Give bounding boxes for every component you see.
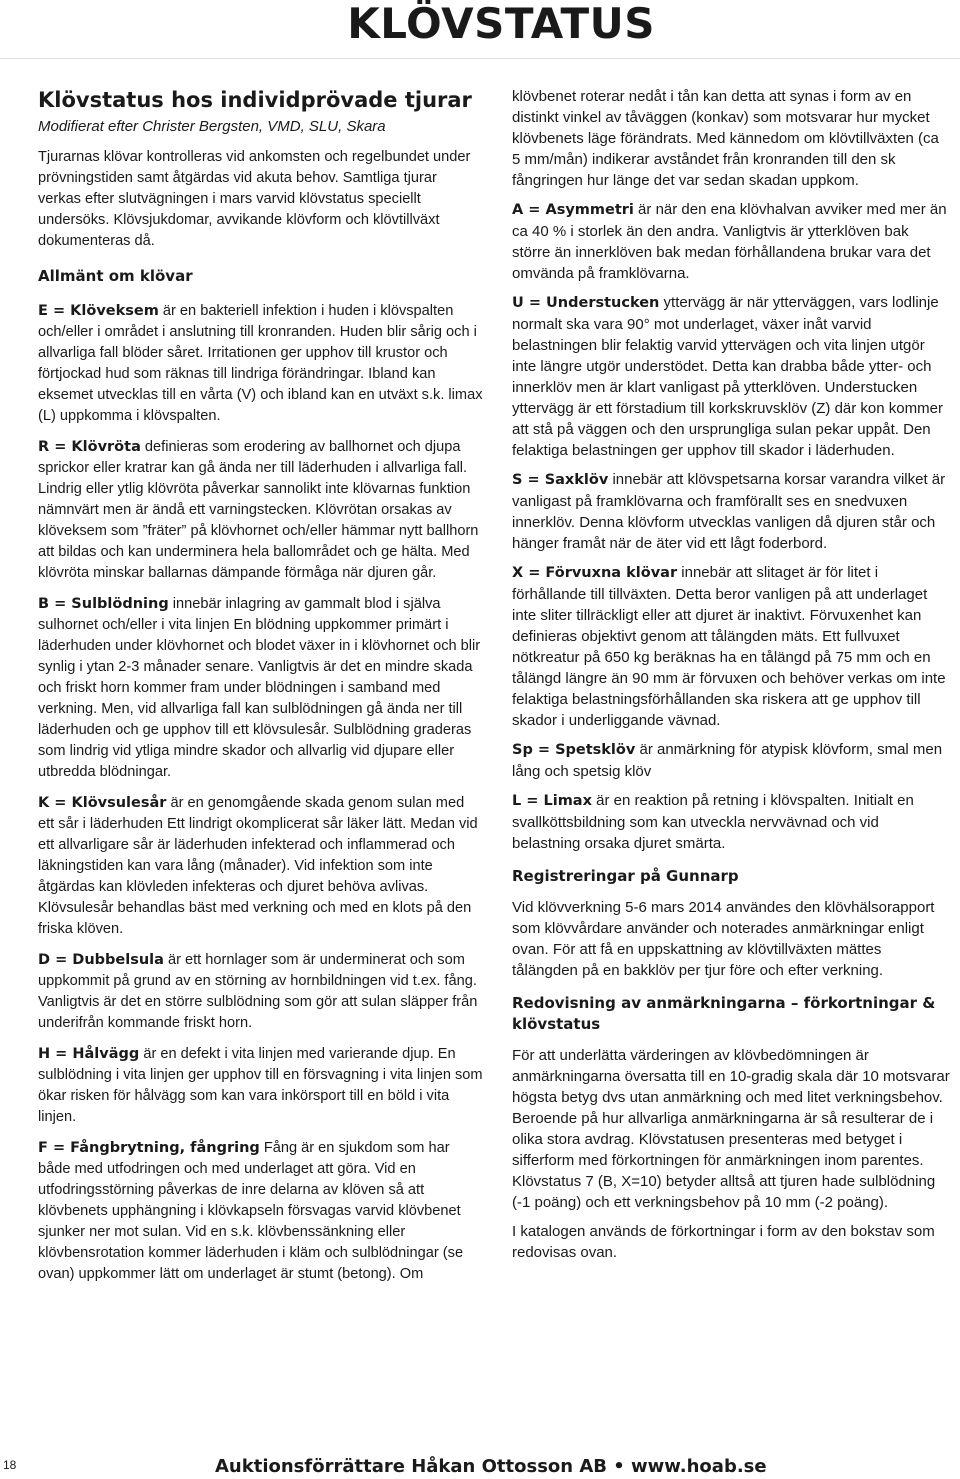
- definition-item: [38, 1138, 483, 1285]
- page-number: 18: [3, 1458, 17, 1472]
- definition-text: är en bakteriell infektion i huden i klövspalten och/eller i området i anslutning till kronranden. Huden blir sårig och i allvarliga fall blöder såret. Irritationen ger upphov till krustor och förtjockad hud som räknas till lindriga förändringar. Ibland kan eksemet utvecklas till en vårta (V) och ibland kan en utväxt s.k. limax (L) uppkomma i klövspalten.: [38, 303, 483, 424]
- definition-text: är ett hornlager som är underminerat och som uppkommit på grund av en störning av hornbildningen vid t.ex. fång. Vanligtvis är det en större sulblödning som gör att sulan släpper från underifrån kommande friskt horn.: [38, 952, 478, 1031]
- definition-item: [512, 790, 950, 854]
- definition-term: Sp = Spetsklöv: [512, 742, 636, 758]
- definition-term: E = Klöveksem: [38, 303, 159, 319]
- definition-text: är när den ena klövhalvan avviker med mer än ca 40 % i storlek än den andra. Vanligtvis är ytterklöven bak större än innerklöven bak medan förhållandena brukar vara det omvända på framklövarna.: [512, 201, 947, 282]
- definition-item: [38, 437, 483, 584]
- definition-item: [38, 301, 483, 427]
- continuation-paragraph: klövbenet roterar nedåt i tån kan detta att synas i form av en distinkt vinkel av tåväggen (konkav) som motsvarar hur mycket klövbenets läge förändrats. Med kännedom om klövtillväxten (ca 5 mm/mån) indikerar avståndet från kronranden till den sk fångringen hur länge det var sedan skadan uppkom.: [512, 88, 939, 189]
- definition-term: F = Fångbrytning, fångring: [38, 1140, 260, 1156]
- definition-text: definieras som erodering av ballhornet och djupa sprickor eller kratrar kan gå ända ner till läderhuden i allvarliga fall. Lindrig eller ytlig klövröta påverkar sannolikt inte klövarnas funktion nämnvärt men är ändå ett varningstecken. Klövrötan orsakas av klöveksem som ”fräter” på klövhornet och/eller hämmar nytt ballhorn att bildas och kan underminera hela ballområdet och ge hälta. Med klövröta minskar ballarnas dämpande förmåga när djuren går.: [38, 439, 479, 581]
- definition-item: [38, 594, 483, 783]
- definition-text: yttervägg är när ytterväggen, vars lodlinje normalt ska vara 90° mot underlaget, växer inåt varvid belastningen blir felaktig varvid yttervägen och vita linjen utgör inte längre utgör understödet. Detta kan drabba både ytter- och innerklöv men är klart vanligast på ytterklöven. Understucken yttervägg är ett förstadium till korkskruvsklöv (Z) där kon kommer att stå på väggen och den ursprungliga sulan pekar uppåt. Den felaktiga belastningen ger upphov till skador i läderhuden.: [512, 294, 943, 459]
- article-heading: Klövstatus hos individprövade tjurar: [38, 88, 472, 112]
- definition-text: är anmärkning för atypisk klövform, smal men lång och spetsig klöv: [512, 741, 943, 780]
- catalog-note-paragraph: I katalogen används de förkortningar i form av den bokstav som redovisas ovan.: [512, 1223, 935, 1261]
- definition-item: [512, 562, 950, 731]
- page-title: KLÖVSTATUS: [347, 0, 655, 48]
- definition-item: [512, 469, 950, 554]
- definition-term: B = Sulblödning: [38, 596, 169, 612]
- definition-term: H = Hålvägg: [38, 1046, 140, 1062]
- section-heading-registrations: Registreringar på Gunnarp: [512, 867, 739, 885]
- definition-term: X = Förvuxna klövar: [512, 565, 678, 581]
- definition-item: [512, 292, 950, 461]
- definition-text: är en defekt i vita linjen med varierande djup. En sulblödning i vita linjen ger upphov till en försvagning i vita linjen som ökar risken för hålvägg som kan vara inkörsport till en böld i vita linjen.: [38, 1046, 483, 1125]
- section-heading-general: Allmänt om klövar: [38, 267, 193, 285]
- article-byline: Modifierat efter Christer Bergsten, VMD, SLU, Skara: [38, 118, 386, 135]
- definition-term: D = Dubbelsula: [38, 952, 164, 968]
- definition-term: U = Understucken: [512, 295, 660, 311]
- definition-term: R = Klövröta: [38, 439, 141, 455]
- intro-paragraph: Tjurarnas klövar kontrolleras vid ankomsten och regelbundet under prövningstiden samt åtgärdas vid akuta behov. Samtliga tjurar verkas efter slutvägningen i mars varvid klövstatus speciellt undersöks. Klövsjukdomar, avvikande klövform och klövtillväxt dokumenteras då.: [38, 149, 471, 249]
- definition-term: S = Saxklöv: [512, 472, 609, 488]
- definition-text: Fång är en sjukdom som har både med utfodringen och med underlaget att göra. Vid en utfodringsstörning påverkas de inre delarna av klöven så att klövbenets upphängning i klövkapseln försvagas varvid klövbenet sjunker ner mot sulan. Vid en s.k. klövbenssänkning eller klövbensrotation kommer läderhuden i kläm och sulblödningar (se ovan) uppkommer lätt om underlaget är stumt (betong). Om: [38, 1140, 464, 1282]
- definition-item: [38, 793, 483, 940]
- definition-item: [512, 199, 950, 284]
- left-items-list: [38, 301, 483, 1285]
- registrations-paragraph: Vid klövverkning 5-6 mars 2014 användes den klövhälsorapport som klövvårdare använder och noterades anmärkningar enligt ovan. För att få en uppskattning av klövtillväxten mättes tålängden på en bakklöv per tjur före och efter verkning.: [512, 899, 935, 979]
- definition-item: [512, 739, 950, 782]
- definition-term: K = Klövsulesår: [38, 795, 167, 811]
- page-footer: Auktionsförrättare Håkan Ottosson AB • www.hoab.se: [215, 1456, 767, 1477]
- definition-text: innebär att klövspetsarna korsar varandra vilket är vanligast på framklövarna och framförallt ses en snedvuxen innerklöv. Denna klövform utvecklas vanligen då djuren står och hänger framåt när de äter vid ett lågt foderbord.: [512, 471, 946, 552]
- definition-text: innebär att slitaget är för litet i förhållande till tillväxten. Detta beror vanligen på att underlaget inte sliter tillräckligt eller att djuret är inaktivt. Förvuxenhet kan definieras objektivt genom att tålängden mäts. Ett fullvuxet nötkreatur på 650 kg beräknas ha en tålängd på 75 mm och en tålängd längre än 90 mm är förvuxen och behöver verkas om inte felaktiga belastningsförhållanden ska riskera att ge upphov till skador i underliggande vävnad.: [512, 564, 946, 729]
- definition-text: innebär inlagring av gammalt blod i själva sulhornet och/eller i vita linjen En blödning uppkommer primärt i läderhuden under klövhornet och blodet växer in i klövhornet och blir synlig i ytan 2-3 månader senare. Vanligtvis är det en mindre skada och friskt horn kommer fram under blödningen i samband med verkning. Men, vid allvarliga fall kan sulblödningen gå ända ner till läderhuden och ge upphov till ett klövsulesår. Sulblödning graderas som lindrig vid ytliga mindre skador och allvarlig vid djupare eller utbredda blödningar.: [38, 596, 481, 780]
- definition-text: är en reaktion på retning i klövspalten. Initialt en svallköttsbildning som kan utveckla nervvävnad och vid belastning orsaka djuret smärta.: [512, 792, 914, 852]
- left-column: [38, 86, 483, 1295]
- page-header: [0, 0, 960, 59]
- definition-item: [38, 1044, 483, 1128]
- right-items-list: [512, 199, 950, 854]
- definition-text: är en genomgående skada genom sulan med ett sår i läderhuden Ett lindrigt okomplicerat sår läker lätt. Medan vid ett allvarligare sår är läderhuden infekterad och inflammerad och läkningstiden kan vara lång (månader). Vid infektion som inte åtgärdas kan klövleden infekteras och djuret behöva avlivas. Klövsulesår behandlas bäst med verkning och med en klots på den friska klöven.: [38, 795, 478, 937]
- reporting-paragraph: För att underlätta värderingen av klövbedömningen är anmärkningarna översatta till en 10-gradig skala där 10 motsvarar högsta betyg dvs utan anmärkning och med litet verkningsbehov. Beroende på hur allvarliga anmärkningarna är så resulterar de i olika stora avdrag. Klövstatusen presenteras med betyget i sifferform med förkortningen för anmärkningen inom parentes. Klövstatus 7 (B, X=10) betyder alltså att tjuren hade sulblödning (-1 poäng) och ett verkningsbehov på 10 mm (-2 poäng).: [512, 1047, 950, 1211]
- right-column: [512, 86, 950, 1271]
- section-heading-reporting: Redovisning av anmärkningarna – förkortningar & klövstatus: [512, 994, 936, 1033]
- definition-term: L = Limax: [512, 793, 592, 809]
- definition-term: A = Asymmetri: [512, 202, 634, 218]
- definition-item: [38, 950, 483, 1034]
